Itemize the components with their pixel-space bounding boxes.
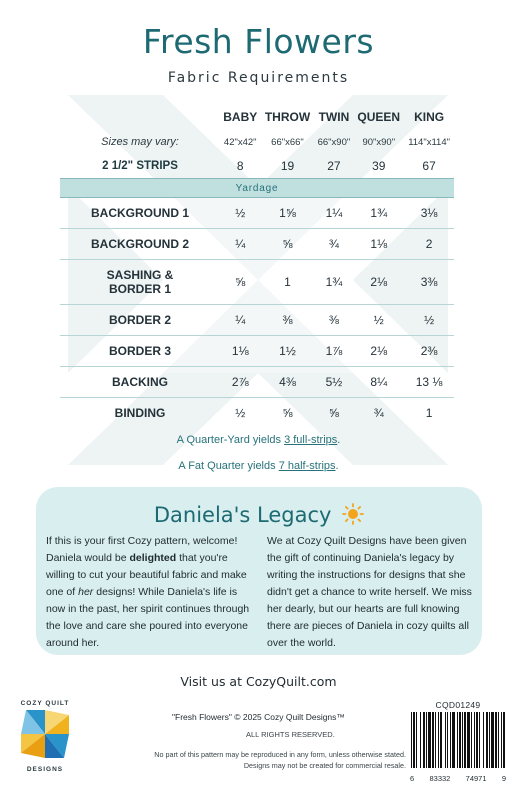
barcode-bar — [467, 712, 470, 768]
table-cell: 1⅝ — [261, 198, 315, 229]
legal-disclaimer: No part of this pattern may be reproduced in any form, unless otherwise stated. Designs may not be created for commercial resale. — [154, 750, 406, 770]
table-cell: ¼ — [220, 305, 261, 336]
column-header: QUEEN — [357, 110, 401, 124]
size-cell: 42"x42" — [223, 136, 257, 148]
yardage-label: Yardage — [60, 179, 454, 198]
table-cell: ¼ — [220, 229, 261, 260]
size-cell: 90"x90" — [362, 136, 396, 148]
legacy-panel — [36, 487, 482, 655]
barcode-bar — [459, 712, 461, 768]
table-row — [60, 398, 454, 429]
upc-digits — [410, 774, 506, 783]
barcode-bar — [479, 712, 480, 768]
table-cell: ⅜ — [261, 305, 315, 336]
table-row — [60, 305, 454, 336]
pinwheel-logo-icon — [18, 707, 72, 761]
table-cell: 1½ — [261, 336, 315, 367]
barcode-bar — [486, 712, 488, 768]
row-label: BACKGROUND 2 — [60, 229, 220, 260]
barcode-bar — [471, 712, 472, 768]
column-header: KING — [414, 110, 445, 124]
legacy-right-paragraph: We at Cozy Quilt Designs have been given the gift of continuing Daniela's legacy by writing the instructions for designs that she didn't get a chance to write herself. We miss her dearly, but our hearts are full knowing there are pieces of Daniela in cozy quilts all over the world. — [267, 535, 472, 649]
table-cell: 1 — [425, 406, 433, 420]
table-cell: ⅝ — [328, 406, 339, 420]
header-blank-cell — [60, 104, 220, 130]
table-cell: ¾ — [373, 406, 384, 420]
row-label: BORDER 3 — [60, 336, 220, 367]
table-cell: 8¼ — [353, 367, 404, 398]
note-amount: 7 half-strips — [278, 460, 336, 472]
barcode-bar — [413, 712, 415, 768]
table-cell: 3⅜ — [404, 260, 454, 305]
barcode-bar — [445, 712, 446, 768]
legacy-left-text-3: designs! While Daniela's life is now in the past, her spirit continues through the love and care she poured into everyone around her. — [46, 586, 250, 649]
cozy-quilt-logo — [18, 700, 72, 773]
barcode-bar — [447, 712, 448, 768]
note-end: . — [337, 434, 341, 446]
sizes-label: Sizes may vary: — [101, 136, 179, 148]
logo-text-bottom: DESIGNS — [26, 766, 64, 773]
table-header-row — [60, 104, 454, 130]
note-amount: 3 full-strips — [284, 434, 338, 446]
upc-digit: 6 — [410, 774, 415, 783]
size-cell: 114"x114" — [408, 136, 450, 148]
table-row — [60, 260, 454, 305]
barcode-bar — [420, 712, 421, 768]
table-cell: ½ — [235, 406, 246, 420]
column-header: THROW — [264, 110, 311, 124]
table-cell: 2⅛ — [353, 260, 404, 305]
page-title: Fresh Flowers — [142, 22, 375, 61]
table-cell: 2⅞ — [220, 367, 261, 398]
table-cell: ½ — [220, 198, 261, 229]
strips-cell: 27 — [327, 159, 341, 173]
note-prefix: A — [176, 434, 187, 446]
table-cell: ⅝ — [261, 229, 315, 260]
table-cell: ¾ — [314, 229, 353, 260]
barcode-bar — [474, 712, 475, 768]
rights-text: ALL RIGHTS RESERVED. — [246, 730, 335, 739]
strips-cell: 19 — [280, 159, 295, 173]
barcode-bar — [476, 712, 478, 768]
table-row — [60, 336, 454, 367]
note-term: Quarter-Yard — [186, 434, 250, 446]
barcode-block — [410, 700, 506, 783]
barcode-bar — [438, 712, 439, 768]
barcode-bar — [495, 712, 497, 768]
row-label: BORDER 2 — [60, 305, 220, 336]
table-cell: ⅜ — [314, 305, 353, 336]
table-cell: ½ — [404, 305, 454, 336]
barcode-bar — [428, 712, 431, 768]
size-cell: 66"x90" — [317, 136, 351, 148]
sun-icon — [342, 503, 364, 525]
barcode-graphic — [410, 712, 506, 768]
strips-row — [60, 154, 454, 179]
barcode-bar — [464, 712, 466, 768]
logo-text-top: COZY QUILT — [20, 700, 70, 707]
barcode-bar — [450, 712, 451, 768]
column-header: TWIN — [318, 110, 350, 124]
note-term: Fat Quarter — [188, 460, 245, 472]
table-row — [60, 229, 454, 260]
table-cell: ⅝ — [282, 406, 293, 420]
barcode-bar — [491, 712, 494, 768]
table-cell: 1⅞ — [314, 336, 353, 367]
barcode-bar — [483, 712, 484, 768]
barcode-bar — [457, 712, 458, 768]
barcode-bar — [498, 712, 499, 768]
barcode-bar — [440, 712, 442, 768]
table-cell: 5½ — [314, 367, 353, 398]
table-cell: 1⅛ — [353, 229, 404, 260]
upc-digit: 9 — [501, 774, 506, 783]
table-cell: 3⅛ — [404, 198, 454, 229]
table-row — [60, 367, 454, 398]
table-cell: 2⅜ — [404, 336, 454, 367]
sizes-row — [60, 130, 454, 154]
barcode-bar — [423, 712, 425, 768]
strips-cell: 39 — [372, 159, 386, 173]
table-cell: 2 — [404, 229, 454, 260]
fat-quarter-note — [0, 460, 517, 472]
table-cell: ⅝ — [220, 260, 261, 305]
barcode-bar — [452, 712, 455, 768]
table-cell: ½ — [353, 305, 404, 336]
table-row — [60, 198, 454, 229]
barcode-bar — [426, 712, 427, 768]
legacy-title-text: Daniela's Legacy — [153, 503, 332, 527]
row-label: BACKGROUND 1 — [60, 198, 220, 229]
barcode-bar — [503, 712, 505, 768]
table-cell: 1¾ — [314, 260, 353, 305]
row-label: SASHING & BORDER 1 — [60, 260, 220, 305]
table-cell: 1¼ — [314, 198, 353, 229]
fabric-requirements-table — [60, 104, 454, 428]
barcode-bar — [435, 712, 436, 768]
note-end: . — [335, 460, 339, 472]
upc-digit: 83332 — [429, 774, 451, 783]
table-cell: 1 — [261, 260, 315, 305]
legacy-left-em: her — [78, 586, 94, 598]
website-link[interactable]: Visit us at CozyQuilt.com — [180, 674, 337, 689]
table-cell: 1⅛ — [220, 336, 261, 367]
barcode-bar — [416, 712, 417, 768]
table-cell: 13 ⅛ — [404, 367, 454, 398]
note-mid: yields — [249, 434, 285, 446]
table-cell: 4⅜ — [261, 367, 315, 398]
table-cell: 1¾ — [353, 198, 404, 229]
barcode-bar — [432, 712, 434, 768]
legacy-left-strong: delighted — [129, 552, 177, 564]
legacy-left-text-1: If this is your first Cozy pattern, welcome! Daniela would be — [46, 535, 238, 564]
table-cell: 2⅛ — [353, 336, 404, 367]
copyright-text: "Fresh Flowers" © 2025 Cozy Quilt Designs™ — [172, 712, 345, 722]
yardage-band — [60, 179, 454, 198]
note-prefix: A — [178, 460, 189, 472]
sku-code: CQD01249 — [435, 700, 481, 710]
legacy-left-text-2: that you're willing to cut your beautiful fabric and make one of — [46, 552, 247, 598]
barcode-bar — [462, 712, 463, 768]
strips-cell: 67 — [422, 159, 436, 173]
strips-cell: 8 — [236, 159, 244, 173]
row-label: BACKING — [60, 367, 220, 398]
strips-label: 2 1/2" STRIPS — [102, 160, 178, 172]
barcode-bar — [501, 712, 502, 768]
size-cell: 66"x66" — [271, 136, 304, 148]
barcode-bar — [411, 712, 412, 768]
barcode-bar — [489, 712, 490, 768]
row-label: BINDING — [114, 406, 166, 420]
column-header: BABY — [223, 110, 258, 124]
page-subtitle: Fabric Requirements — [167, 70, 350, 86]
legacy-title — [36, 503, 482, 527]
legacy-left-paragraph — [46, 533, 251, 652]
note-mid: yields — [244, 460, 279, 472]
upc-digit: 74971 — [465, 774, 487, 783]
quarter-yard-note — [0, 434, 517, 446]
